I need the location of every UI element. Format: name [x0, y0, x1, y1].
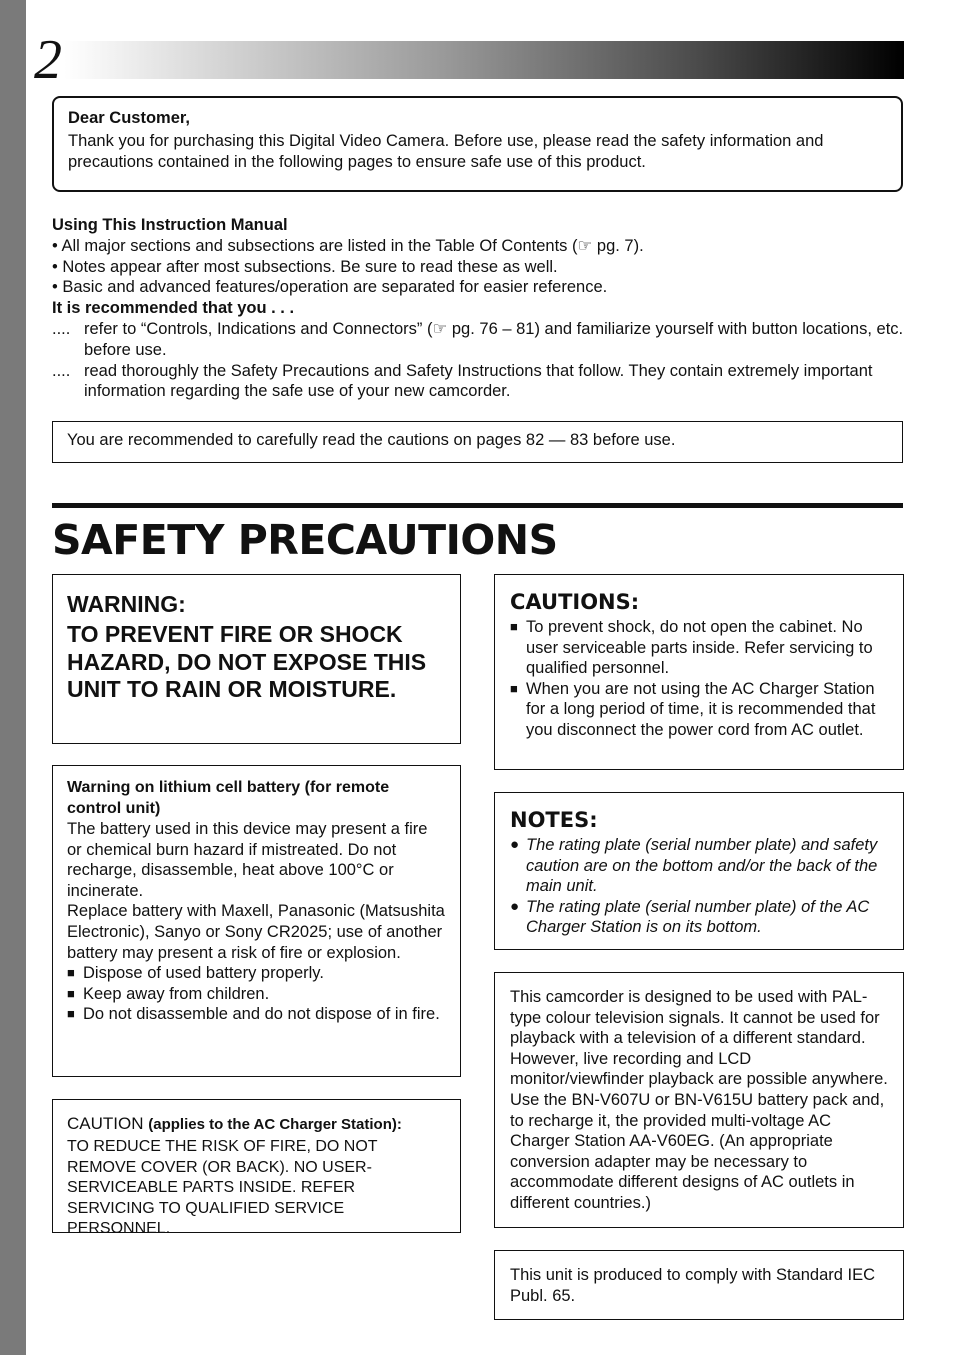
page-edge-bar: [0, 0, 26, 1355]
dots-marker: ....: [52, 319, 71, 338]
charger-caution-heading: [67, 1112, 446, 1137]
square-bullet-icon: ■: [510, 680, 518, 696]
cautions-box: [494, 574, 904, 770]
note-item: ● The rating plate (serial number plate) and safety caution are on the bottom and/or the back of the main unit.: [510, 836, 878, 896]
page-number: 2: [34, 29, 62, 91]
using-manual-bullet: • All major sections and subsections are listed in the Table Of Contents (☞ pg. 7).: [52, 236, 644, 255]
caution-item: ■ To prevent shock, do not open the cabinet. No user serviceable parts inside. Refer servicing to qualified personnel.: [510, 618, 873, 678]
lithium-item: ■ Keep away from children.: [67, 984, 270, 1003]
lithium-item: ■ Do not disassemble and do not dispose of in fire.: [67, 1005, 440, 1024]
header-gradient-bar: [64, 41, 904, 79]
charger-caution-text: TO REDUCE THE RISK OF FIRE, DO NOT REMOVE COVER (OR BACK). NO USER-SERVICEABLE PARTS INSIDE. REFER SERVICING TO QUALIFIED SERVICE PERSONNEL.: [67, 1138, 378, 1238]
lithium-item: ■ Dispose of used battery properly.: [67, 964, 324, 983]
dear-customer-heading: Dear Customer,: [68, 109, 190, 127]
bullet-marker: •: [52, 278, 58, 297]
recommended-heading: It is recommended that you . . .: [52, 299, 295, 318]
lithium-heading: Warning on lithium cell battery (for remote control unit): [67, 779, 390, 817]
charger-caution-label: CAUTION: [67, 1114, 144, 1133]
lithium-para: The battery used in this device may present a fire or chemical burn hazard if mistreated. Do not recharge, disassemble, heat above 100°C or incinerate.: [67, 820, 428, 900]
using-manual-section: [52, 215, 912, 402]
bullet-marker: •: [52, 257, 58, 276]
square-bullet-icon: ■: [67, 965, 75, 981]
dot-bullet-icon: ●: [510, 836, 520, 853]
warning-text: TO PREVENT FIRE OR SHOCK HAZARD, DO NOT EXPOSE THIS UNIT TO RAIN OR MOISTURE.: [67, 621, 427, 702]
square-bullet-icon: ■: [510, 619, 518, 634]
recommended-item: .... refer to “Controls, Indications and Connectors” (☞ pg. 76 – 81) and familiarize yourself with button locations, etc. before use.: [52, 319, 904, 359]
bullet-marker: •: [52, 236, 58, 255]
pal-info-box: This camcorder is designed to be used with PAL-type colour television signals. It cannot be used for playback with a television of a different standard. However, live recording and LCD monitor/viewfinder playback are possible anywhere. Use the BN-V607U or BN-V615U battery pack and, to recharge it, the provided multi-voltage AC Charger Station AA-V60EG. (An appropriate conversion adapter may be necessary to accommodate different designs of AC outlets in different countries.): [494, 972, 904, 1228]
warning-box: [52, 574, 461, 744]
square-bullet-icon: ■: [67, 1006, 75, 1022]
notes-heading: NOTES:: [510, 808, 598, 832]
dots-marker: ....: [52, 361, 71, 380]
lithium-para: Replace battery with Maxell, Panasonic (Matsushita Electronic), Sanyo or Sony CR2025; use of another battery may present a risk of fire or explosion.: [67, 902, 445, 962]
warning-label: WARNING:: [67, 591, 186, 617]
safety-precautions-title: SAFETY PRECAUTIONS: [52, 516, 558, 564]
section-rule: [52, 503, 903, 508]
iec-info-box: This unit is produced to comply with Standard IEC Publ. 65.: [494, 1250, 904, 1320]
note-item: ● The rating plate (serial number plate) of the AC Charger Station is on its bottom.: [510, 897, 870, 937]
using-manual-heading: Using This Instruction Manual: [52, 216, 288, 234]
using-manual-bullet: • Basic and advanced features/operation are separated for easier reference.: [52, 278, 608, 297]
lithium-warning-box: [52, 765, 461, 1077]
recommend-cautions-box: You are recommended to carefully read the cautions on pages 82 — 83 before use.: [52, 421, 903, 463]
recommended-item: .... read thoroughly the Safety Precautions and Safety Instructions that follow. They contain extremely important information regarding the safe use of your new camcorder.: [52, 361, 873, 401]
notes-box: [494, 792, 904, 950]
charger-caution-sublabel: (applies to the AC Charger Station):: [148, 1116, 402, 1133]
cautions-heading: CAUTIONS:: [510, 590, 640, 614]
square-bullet-icon: ■: [67, 985, 75, 1001]
dear-customer-box: [52, 96, 903, 192]
using-manual-bullet: • Notes appear after most subsections. Be sure to read these as well.: [52, 257, 558, 276]
charger-caution-box: [52, 1099, 461, 1238]
dot-bullet-icon: ●: [510, 897, 520, 915]
caution-item: ■ When you are not using the AC Charger Station for a long period of time, it is recommended that you disconnect the power cord from AC outlet.: [510, 679, 876, 739]
dear-customer-body: Thank you for purchasing this Digital Video Camera. Before use, please read the safety information and precautions contained in the following pages to ensure safe use of this product.: [68, 132, 824, 171]
